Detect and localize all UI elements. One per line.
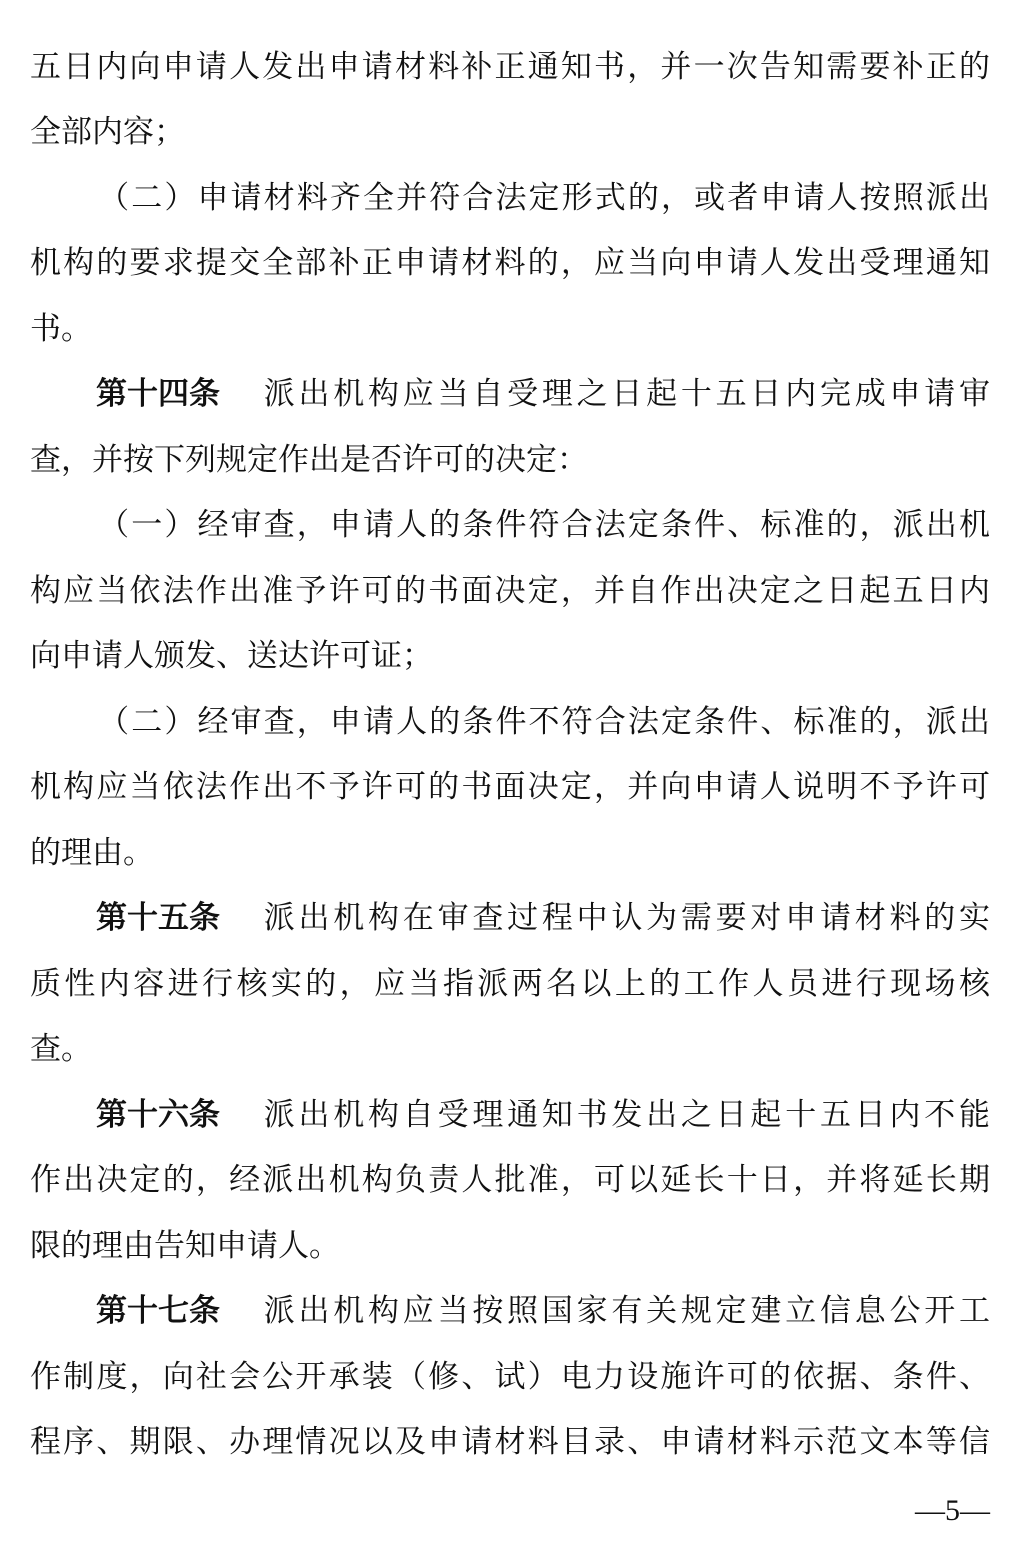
article-15-heading: 第十五条 <box>96 900 220 936</box>
text-line: 向申请人颁发、送达许可证； <box>30 638 433 674</box>
text-line: 查。 <box>30 1031 92 1067</box>
text-line: 质性内容进行核实的，应当指派两名以上的工作人员进行现场核 <box>30 966 990 1002</box>
text-line: 派出机构自受理通知书发出之日起十五日内不能 <box>260 1097 990 1133</box>
text-line: 查，并按下列规定作出是否许可的决定： <box>30 442 588 478</box>
text-line: （二）经审查，申请人的条件不符合法定条件、标准的，派出 <box>96 704 990 740</box>
text-line: （一）经审查，申请人的条件符合法定条件、标准的，派出机 <box>96 507 990 543</box>
text-line: 构应当依法作出准予许可的书面决定，并自作出决定之日起五日内 <box>30 573 990 609</box>
paragraph-first-line <box>30 702 990 742</box>
article-15-first-line <box>30 898 990 938</box>
text-line: 派出机构应当按照国家有关规定建立信息公开工 <box>260 1293 990 1329</box>
page-number: —5— <box>915 1494 990 1527</box>
article-17-heading: 第十七条 <box>96 1293 220 1329</box>
text-line: 作制度，向社会公开承装（修、试）电力设施许可的依据、条件、 <box>30 1359 990 1395</box>
text-line: 机构的要求提交全部补正申请材料的，应当向申请人发出受理通知 <box>30 245 990 281</box>
text-line: 程序、期限、办理情况以及申请材料目录、申请材料示范文本等信 <box>30 1424 990 1460</box>
article-14-heading: 第十四条 <box>96 376 220 412</box>
text-line: （二）申请材料齐全并符合法定形式的，或者申请人按照派出 <box>96 180 990 216</box>
article-16-first-line <box>30 1095 990 1135</box>
article-14-first-line <box>30 374 990 414</box>
text-line: 限的理由告知申请人。 <box>30 1228 340 1264</box>
paragraph-first-line <box>30 505 990 545</box>
article-16-heading: 第十六条 <box>96 1097 220 1133</box>
text-line: 作出决定的，经派出机构负责人批准，可以延长十日，并将延长期 <box>30 1162 990 1198</box>
text-line: 的理由。 <box>30 835 154 871</box>
text-line: 派出机构应当自受理之日起十五日内完成申请审 <box>260 376 990 412</box>
article-17-first-line <box>30 1291 990 1331</box>
text-line: 书。 <box>30 311 92 347</box>
text-line: 全部内容； <box>30 114 185 150</box>
paragraph-first-line <box>30 178 990 218</box>
text-line: 五日内向申请人发出申请材料补正通知书，并一次告知需要补正的 <box>30 49 990 85</box>
text-line: 机构应当依法作出不予许可的书面决定，并向申请人说明不予许可 <box>30 769 990 805</box>
text-line: 派出机构在审查过程中认为需要对申请材料的实 <box>260 900 990 936</box>
